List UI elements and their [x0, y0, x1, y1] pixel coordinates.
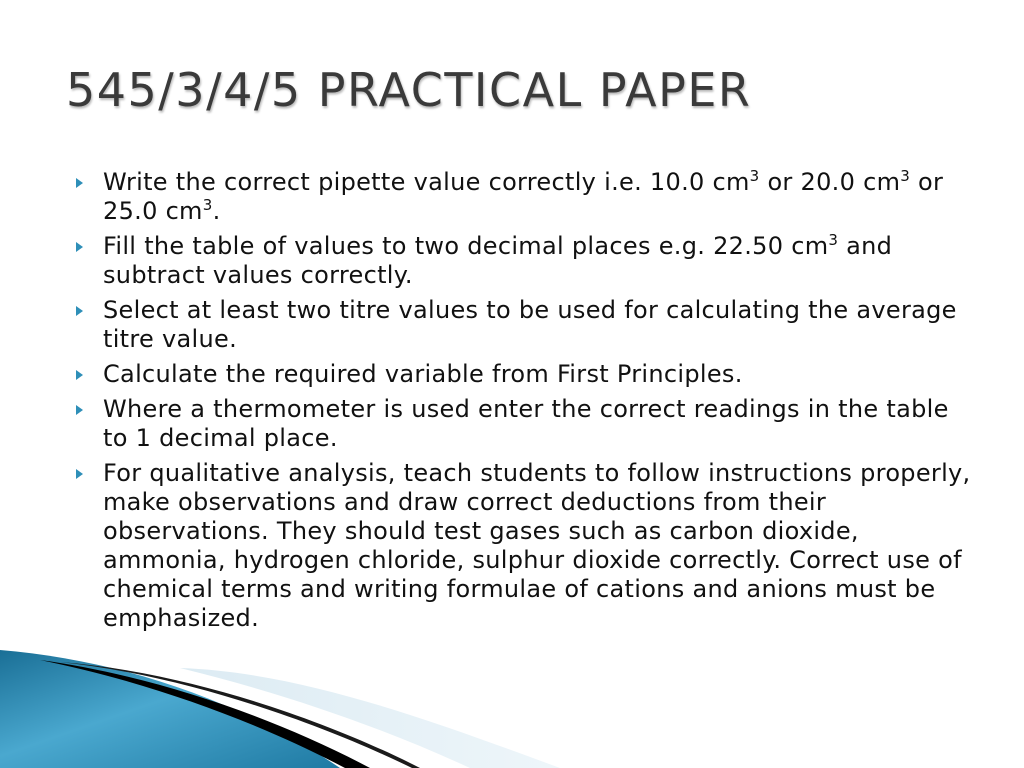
decor-black-streak — [40, 660, 370, 768]
bullet-text: or 25.0 cm — [103, 168, 944, 225]
triangle-bullet-icon — [76, 469, 83, 479]
bullet-text: Calculate the required variable from First Principles. — [103, 360, 743, 388]
decor-light-sweep — [180, 668, 560, 768]
bullet-item — [76, 395, 976, 453]
triangle-bullet-icon — [76, 370, 83, 380]
decor-blue-wedge — [0, 650, 340, 768]
triangle-bullet-icon — [76, 242, 83, 252]
bullet-text: Write the correct pipette value correctly i.e. 10.0 cm — [103, 168, 750, 196]
bullet-item — [76, 360, 976, 389]
bullet-item — [76, 459, 976, 633]
triangle-bullet-icon — [76, 405, 83, 415]
bullet-item — [76, 296, 976, 354]
bullet-text: or 20.0 cm — [759, 168, 901, 196]
superscript-text: 3 — [828, 231, 839, 249]
superscript-text: 3 — [749, 167, 760, 185]
bullet-list — [76, 168, 976, 639]
superscript-text: 3 — [202, 196, 213, 214]
bullet-item — [76, 232, 976, 290]
bullet-text: Fill the table of values to two decimal places e.g. 22.50 cm — [103, 232, 829, 260]
triangle-bullet-icon — [76, 306, 83, 316]
bullet-text: Where a thermometer is used enter the correct readings in the table to 1 decimal place. — [103, 395, 949, 452]
decor-thin-line — [60, 662, 420, 768]
bullet-text: Select at least two titre values to be used for calculating the average titre value. — [103, 296, 957, 353]
triangle-bullet-icon — [76, 178, 83, 188]
bullet-text: . — [212, 197, 221, 225]
bullet-text: and subtract values correctly. — [103, 232, 893, 289]
slide-title: 545/3/4/5 PRACTICAL PAPER — [66, 63, 752, 117]
bullet-text: For qualitative analysis, teach students to follow instructions properly, make observations and draw correct deductions from their observations. They should test gases such as carbon dioxide, ammonia, hydrogen chloride, sulphur dioxide correctly. Correct use of chemical terms and writing formulae of cations and anions must be emphasized. — [103, 459, 971, 632]
bullet-item — [76, 168, 976, 226]
superscript-text: 3 — [900, 167, 911, 185]
